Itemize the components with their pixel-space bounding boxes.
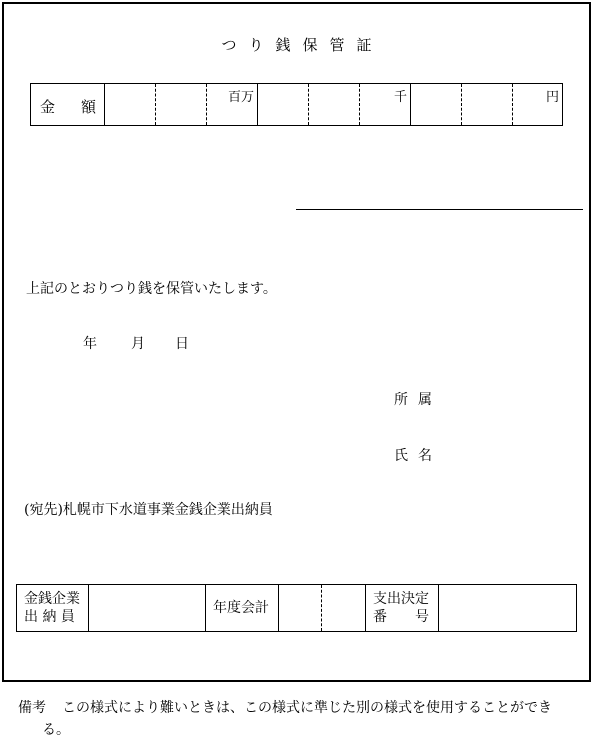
amount-digit-cell[interactable]: [309, 84, 360, 125]
unit-yen-label: 円: [545, 90, 559, 105]
date-year-label: 年: [83, 336, 97, 352]
amount-label-char-1: 金: [40, 98, 56, 116]
amount-digit-cell[interactable]: [105, 84, 156, 125]
cashier-label-line2: 出 納 員: [24, 609, 75, 625]
amount-digit-cell[interactable]: [156, 84, 207, 125]
cashier-label-cell: [17, 585, 89, 631]
fiscal-year-label: 年度会計: [213, 600, 269, 616]
amount-digit-cell-yen[interactable]: [513, 84, 562, 125]
date-day-label: 日: [175, 336, 189, 352]
document-title: つり銭保管証: [221, 36, 384, 54]
cashier-seal-cell[interactable]: [89, 585, 206, 631]
remarks-heading: 備考: [18, 700, 46, 716]
decision-number-cell[interactable]: [439, 585, 576, 631]
decision-number-label-line2: 番 号: [373, 609, 429, 625]
fiscal-year-cell[interactable]: [322, 585, 366, 631]
amount-table: [30, 83, 563, 126]
amount-digit-cell[interactable]: [462, 84, 513, 125]
amount-digit-cell-million[interactable]: [207, 84, 258, 125]
remarks-line-2: る。: [42, 722, 70, 738]
remarks-line-1: この様式により難いときは、この様式に準じた別の様式を使用することができ: [62, 700, 552, 716]
addressee-text: (宛先)札幌市下水道事業金銭企業出納員: [24, 502, 273, 518]
amount-label-char-2: 額: [81, 98, 97, 116]
name-label: 氏名: [394, 448, 442, 464]
cashier-label-line1: 金銭企業: [24, 591, 80, 607]
approval-table: [16, 584, 577, 632]
unit-thousand-label: 千: [393, 90, 407, 105]
decision-number-label-line1: 支出決定: [373, 591, 429, 607]
remarks-body: [42, 697, 592, 741]
date-row: [83, 333, 189, 353]
amount-digit-cell-thousand[interactable]: [360, 84, 411, 125]
fiscal-year-label-cell: [206, 585, 279, 631]
amount-label-cell: [31, 84, 105, 125]
amount-digit-cell[interactable]: [258, 84, 309, 125]
decision-number-label-cell: [366, 585, 439, 631]
statement-text: 上記のとおりつり銭を保管いたします。: [26, 281, 277, 297]
signature-line: [296, 209, 583, 210]
date-month-label: 月: [131, 336, 145, 352]
unit-million-label: 百万: [227, 90, 254, 105]
affiliation-label: 所属: [394, 392, 442, 408]
fiscal-year-cell[interactable]: [279, 585, 322, 631]
amount-digit-cell[interactable]: [411, 84, 462, 125]
